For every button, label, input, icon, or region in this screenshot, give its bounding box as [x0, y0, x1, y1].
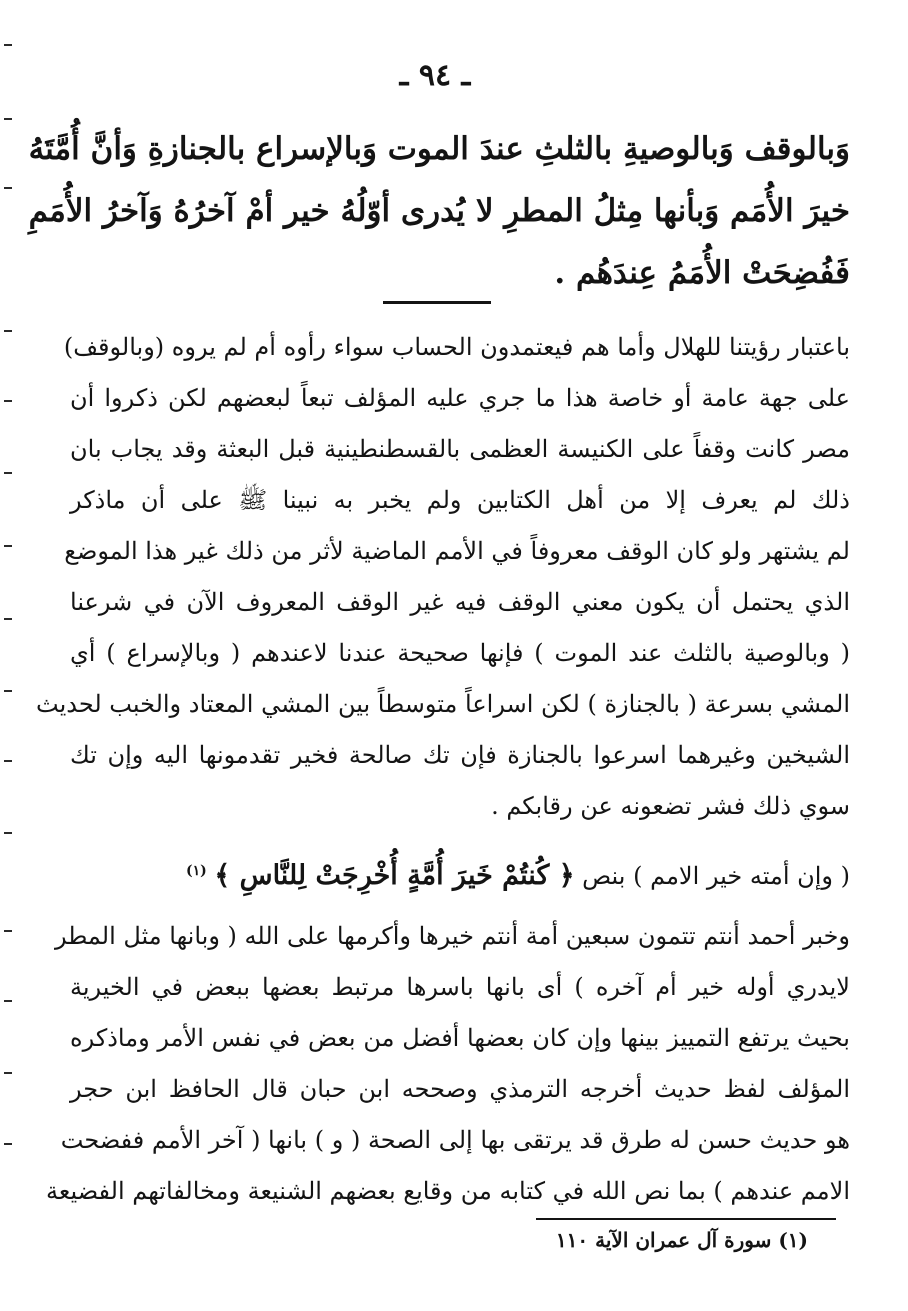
section-divider	[383, 301, 491, 304]
edge-mark	[4, 690, 12, 692]
edge-mark	[4, 330, 12, 332]
commentary-line: الامم عندهم ) بما نص الله في كتابه من وقايع بعضهم الشنيعة ومخالفاتهم الفضيعة	[46, 1177, 850, 1205]
commentary-line: الشيخين وغيرهما اسرعوا بالجنازة فإن تك صالحة فخير تقدمونها اليه وإن تك	[70, 741, 850, 769]
commentary-line: المؤلف لفظ حديث أخرجه الترمذي وصححه ابن حبان قال الحافظ ابن حجر	[70, 1075, 850, 1103]
commentary-line: الذي يحتمل أن يكون معني الوقف فيه غير الوقف المعروف الآن في شرعنا	[70, 588, 850, 616]
scan-edge-marks	[4, 0, 20, 1311]
commentary-line: ( وبالوصية بالثلث عند الموت ) فإنها صحيحة عندنا لاعندهم ( وبالإسراع ) أي	[70, 639, 850, 667]
commentary-line: لايدري أوله خير أم آخره ) أى بانها باسرها مرتبط بعضها ببعض في الخيرية	[70, 973, 850, 1001]
commentary-line: مصر كانت وقفاً على الكنيسة العظمى بالقسطنطينية قبل البعثة وقد يجاب بان	[70, 435, 850, 463]
matn-line: فَفُضِحَتْ الأُمَمُ عِندَهُم .	[554, 255, 850, 291]
commentary-line: لم يشتهر ولو كان الوقف معروفاً في الأمم الماضية لأثر من ذلك غير هذا الموضع	[64, 537, 850, 565]
edge-mark	[4, 118, 12, 120]
matn-text	[28, 118, 850, 304]
page-number: ـ ٩٤ ـ	[399, 58, 471, 93]
edge-mark	[4, 618, 12, 620]
edge-mark	[4, 472, 12, 474]
edge-mark	[4, 930, 12, 932]
edge-mark	[4, 1143, 12, 1145]
edge-mark	[4, 187, 12, 189]
footnote-marker: (١)	[185, 863, 207, 879]
commentary-line: المشي بسرعة ( بالجنازة ) لكن اسراعاً متوسطاً بين المشي المعتاد والخبب لحديث	[36, 690, 850, 718]
edge-mark	[4, 760, 12, 762]
commentary-line: بحيث يرتفع التمييز بينها وإن كان بعضها أفضل من بعض في نفس الأمر وماذكره	[70, 1024, 850, 1052]
footnote-divider	[536, 1218, 836, 1220]
commentary-line: ذلك لم يعرف إلا من أهل الكتابين ولم يخبر به نبينا ﷺ على أن ماذكر	[70, 486, 850, 514]
commentary-text	[36, 322, 850, 1217]
commentary-line: وخبر أحمد أنتم تتمون سبعين أمة أنتم خيرها وأكرمها على الله ( وبانها مثل المطر	[54, 922, 850, 950]
quran-quote-line	[70, 836, 850, 911]
edge-mark	[4, 832, 12, 834]
edge-mark	[4, 400, 12, 402]
edge-mark	[4, 1000, 12, 1002]
footnote: (١) سورة آل عمران الآية ١١٠	[555, 1228, 808, 1252]
commentary-line: سوي ذلك فشر تضعونه عن رقابكم .	[491, 792, 850, 820]
edge-mark	[4, 545, 12, 547]
matn-line: خيرَ الأُمَم وَبأنها مِثلُ المطرِ لا يُدرى أوّلُهُ خير أمْ آخرُهُ وَآخرُ الأُمَمِ	[28, 193, 850, 229]
quote-intro: ( وإن أمته خير الامم ) بنص	[582, 862, 850, 890]
commentary-line: على جهة عامة أو خاصة هذا ما جري عليه المؤلف تبعاً لبعضهم لكن ذكروا أن	[70, 384, 850, 412]
quran-verse: ﴿ كُنتُمْ خَيرَ أُمَّةٍ أُخْرِجَتْ لِلنَّاسِ ﴾	[214, 860, 575, 891]
matn-line: وَبالوقف وَبالوصيةِ بالثلثِ عندَ الموت وَبالإسراع بالجنازةِ وَأنَّ أُمَّتَهُ	[28, 131, 850, 167]
edge-mark	[4, 44, 12, 46]
edge-mark	[4, 1072, 12, 1074]
commentary-line: هو حديث حسن له طرق قد يرتقى بها إلى الصحة ( و ) بانها ( آخر الأمم ففضحت	[60, 1126, 850, 1154]
commentary-line: باعتبار رؤيتنا للهلال وأما هم فيعتمدون الحساب سواء رأوه أم لم يروه (وبالوقف)	[63, 333, 850, 361]
